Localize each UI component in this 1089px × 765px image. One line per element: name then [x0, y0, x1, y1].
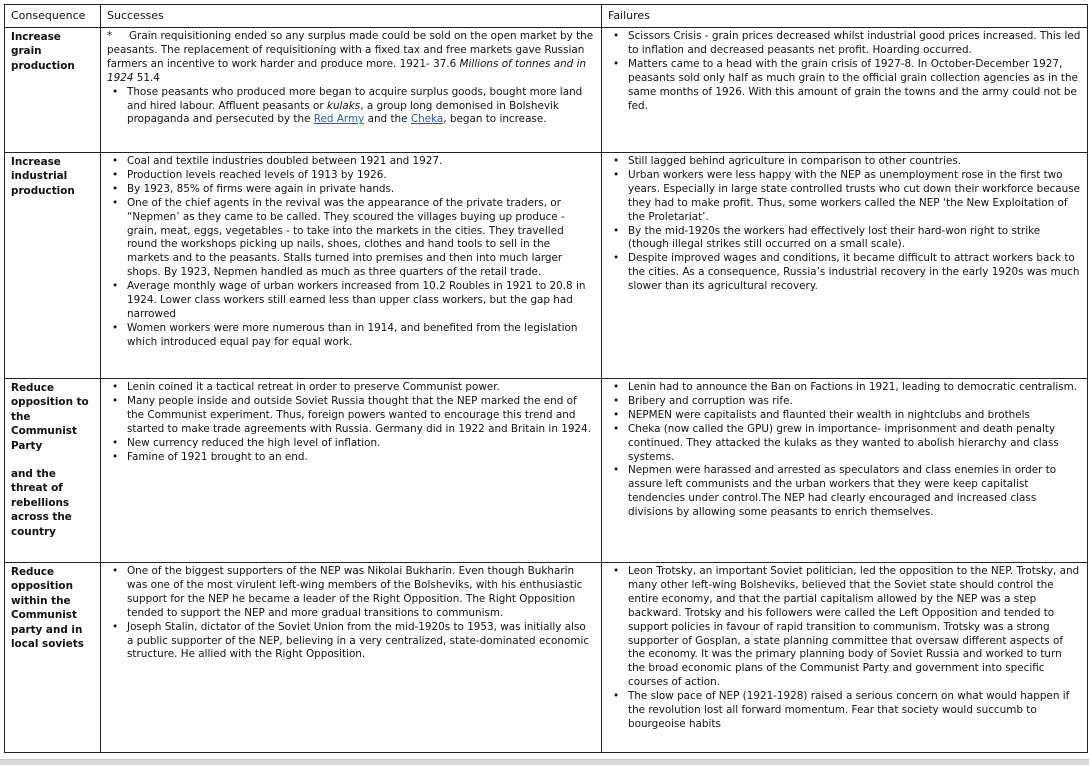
list-item: • Average monthly wage of urban workers increased from 10.2 Roubles in 1921 to 20.8 in 1924. Lower class workers still earned less than upper class workers, but the gap had narrowed [127, 280, 595, 322]
header-consequence: Consequence [5, 5, 101, 28]
list-item: • Nepmen were harassed and arrested as speculators and class enemies in order to assure left communists and the urban workers that they were keep capitalist tendencies under control.The NEP had clearly encouraged and increased class divisions by allowing some peasants to enrich themselves. [628, 464, 1081, 520]
header-failures: Failures [602, 5, 1088, 28]
header-row [5, 5, 1088, 28]
list-item: • Coal and textile industries doubled between 1921 and 1927. [127, 155, 595, 169]
success-list [107, 381, 595, 464]
header-successes: Successes [101, 5, 602, 28]
nep-consequences-table [4, 4, 1088, 753]
list-item: • Production levels reached levels of 1913 by 1926. [127, 169, 595, 183]
list-item: • One of the chief agents in the revival was the appearance of the private traders, or “Nepmen’ as they came to be called. They scoured the villages buying up produce - grain, meat, eggs, vegetables - to take into the markets in the cities. They travelled round the workshops picking up nails, shoes, clothes and hand tools to sell in the markets and to the peasants. Stalls turned into premises and then into much larger shops. By 1923, Nepmen handled as much as three quarters of the retail trade. [127, 197, 595, 280]
cheka-link[interactable]: Cheka [410, 113, 444, 126]
list-item: • One of the biggest supporters of the NEP was Nikolai Bukharin. Even though Bukharin was one of the most virulent left-wing members of the Bolsheviks, with his enthusiastic support for the NEP he became a leader of the Right Opposition. The Right Opposition tended to support the NEP and more gradual transitions to communism. [127, 565, 595, 621]
failures-cell [602, 563, 1088, 753]
success-list [107, 86, 595, 128]
list-item: • Scissors Crisis - grain prices decreased whilst industrial good prices increased. This led to inflation and decreased peasants net profit. Hoarding occurred. [628, 30, 1081, 58]
failure-list [608, 30, 1081, 113]
list-item: • Bribery and corruption was rife. [628, 395, 1081, 409]
list-item: • Joseph Stalin, dictator of the Soviet Union from the mid-1920s to 1953, was initially also a public supporter of the NEP, believing in a very centralized, state-dominated economic structure. He allied with the Right Opposition. [127, 621, 595, 663]
consequence-text: and the threat of rebellions across the country [11, 467, 72, 538]
failures-cell [602, 28, 1088, 153]
failures-cell [602, 379, 1088, 563]
consequence-text: Reduce opposition to the Communist Party [11, 382, 89, 452]
list-item: • Women workers were more numerous than in 1914, and benefited from the legislation which introduced equal pay for equal work. [127, 322, 595, 350]
list-item: • Those peasants who produced more began to acquire surplus goods, bought more land and hired labour. Affluent peasants or kulaks, a group long demonised in Bolshevik propaganda and persecuted by the Red Army and the Cheka, began to increase. [127, 86, 595, 128]
list-item: • New currency reduced the high level of inflation. [127, 437, 595, 451]
red-army-link[interactable]: Red Army [313, 113, 365, 126]
failure-list [608, 381, 1081, 520]
list-item: • Many people inside and outside Soviet Russia thought that the NEP marked the end of the Communist experiment. Thus, foreign powers wanted to encourage this trend and started to make trade agreements with Russia. Germany did in 1922 and Britain in 1924. [127, 395, 595, 437]
success-paragraph [107, 30, 595, 86]
horizontal-scrollbar[interactable] [0, 759, 1089, 765]
failures-cell [602, 153, 1088, 379]
failure-list [608, 565, 1081, 732]
table-row [5, 153, 1088, 379]
list-item: • Leon Trotsky, an important Soviet politician, led the opposition to the NEP. Trotsky, and many other left-wing Bolsheviks, believed that the Soviet state should control the entire economy, and that the partial capitalism allowed by the NEP was a step backward. Trotsky and his followers were called the Left Opposition and tended to support policies in favour of rapid transition to communism. Trotsky was a strong supporter of Gosplan, a state planning committee that oversaw different aspects of the economy. It was the primary planning body of Soviet Russia and worked to turn the broad economic plans of the Communist Party and government into specific courses of action. [628, 565, 1081, 690]
list-item: • Matters came to a head with the grain crisis of 1927-8. In October-December 1927, peasants sold only half as much grain to the official grain collection agencies as in the same months of 1926. With this amount of grain the towns and the army could not be fed. [628, 58, 1081, 114]
successes-cell [101, 563, 602, 753]
list-item: • The slow pace of NEP (1921-1928) raised a serious concern on what would happen if the revolution lost all forward momentum. Fear that society would succumb to bourgeoise habits [628, 690, 1081, 732]
list-item: • NEPMEN were capitalists and flaunted their wealth in nightclubs and brothels [628, 409, 1081, 423]
success-text: Grain requisitioning ended so any surplus made could be sold on the open market by the peasants. The replacement of requisitioning with a fixed tax and free markets gave Russian farmers an incentive to work harder and produce more. 1921- 37.6 [107, 30, 594, 70]
table-row [5, 28, 1088, 153]
consequence-cell: Reduce opposition within the Communist party and in local soviets [5, 563, 101, 753]
success-text-end: 51.4 [136, 71, 160, 84]
list-item: • Urban workers were less happy with the NEP as unemployment rose in the first two years. Especially in large state controlled trusts who cut down their workforce because they had to make profit. Thus, some workers called the NEP ‘the New Exploitation of the Proletariat’. [628, 169, 1081, 225]
list-item: • By 1923, 85% of firms were again in private hands. [127, 183, 595, 197]
table-row [5, 379, 1088, 563]
consequence-cell: Increase grain production [5, 28, 101, 153]
successes-cell [101, 379, 602, 563]
successes-cell [101, 28, 602, 153]
list-item: • Despite improved wages and conditions, it became difficult to attract workers back to the cities. As a consequence, Russia’s industrial recovery in the early 1920s was much slower than its agricultural recovery. [628, 252, 1081, 294]
success-list [107, 565, 595, 662]
list-item: • Famine of 1921 brought to an end. [127, 451, 595, 465]
list-item: • Still lagged behind agriculture in comparison to other countries. [628, 155, 1081, 169]
consequence-cell [5, 379, 101, 563]
asterisk-marker: * [107, 30, 113, 42]
successes-cell [101, 153, 602, 379]
list-item: • Cheka (now called the GPU) grew in importance- imprisonment and death penalty continued. They attacked the kulaks as they wanted to abolish hierarchy and class systems. [628, 423, 1081, 465]
consequence-cell: Increase industrial production [5, 153, 101, 379]
success-italic: Millions of tonnes and in 1924 [107, 57, 587, 84]
list-item: • Lenin had to announce the Ban on Factions in 1921, leading to democratic centralism. [628, 381, 1081, 395]
list-item: • By the mid-1920s the workers had effectively lost their hard-won right to strike (though illegal strikes still occurred on a small scale). [628, 225, 1081, 253]
failure-list [608, 155, 1081, 294]
success-list [107, 155, 595, 350]
table-row [5, 563, 1088, 753]
list-item: • Lenin coined it a tactical retreat in order to preserve Communist power. [127, 381, 595, 395]
